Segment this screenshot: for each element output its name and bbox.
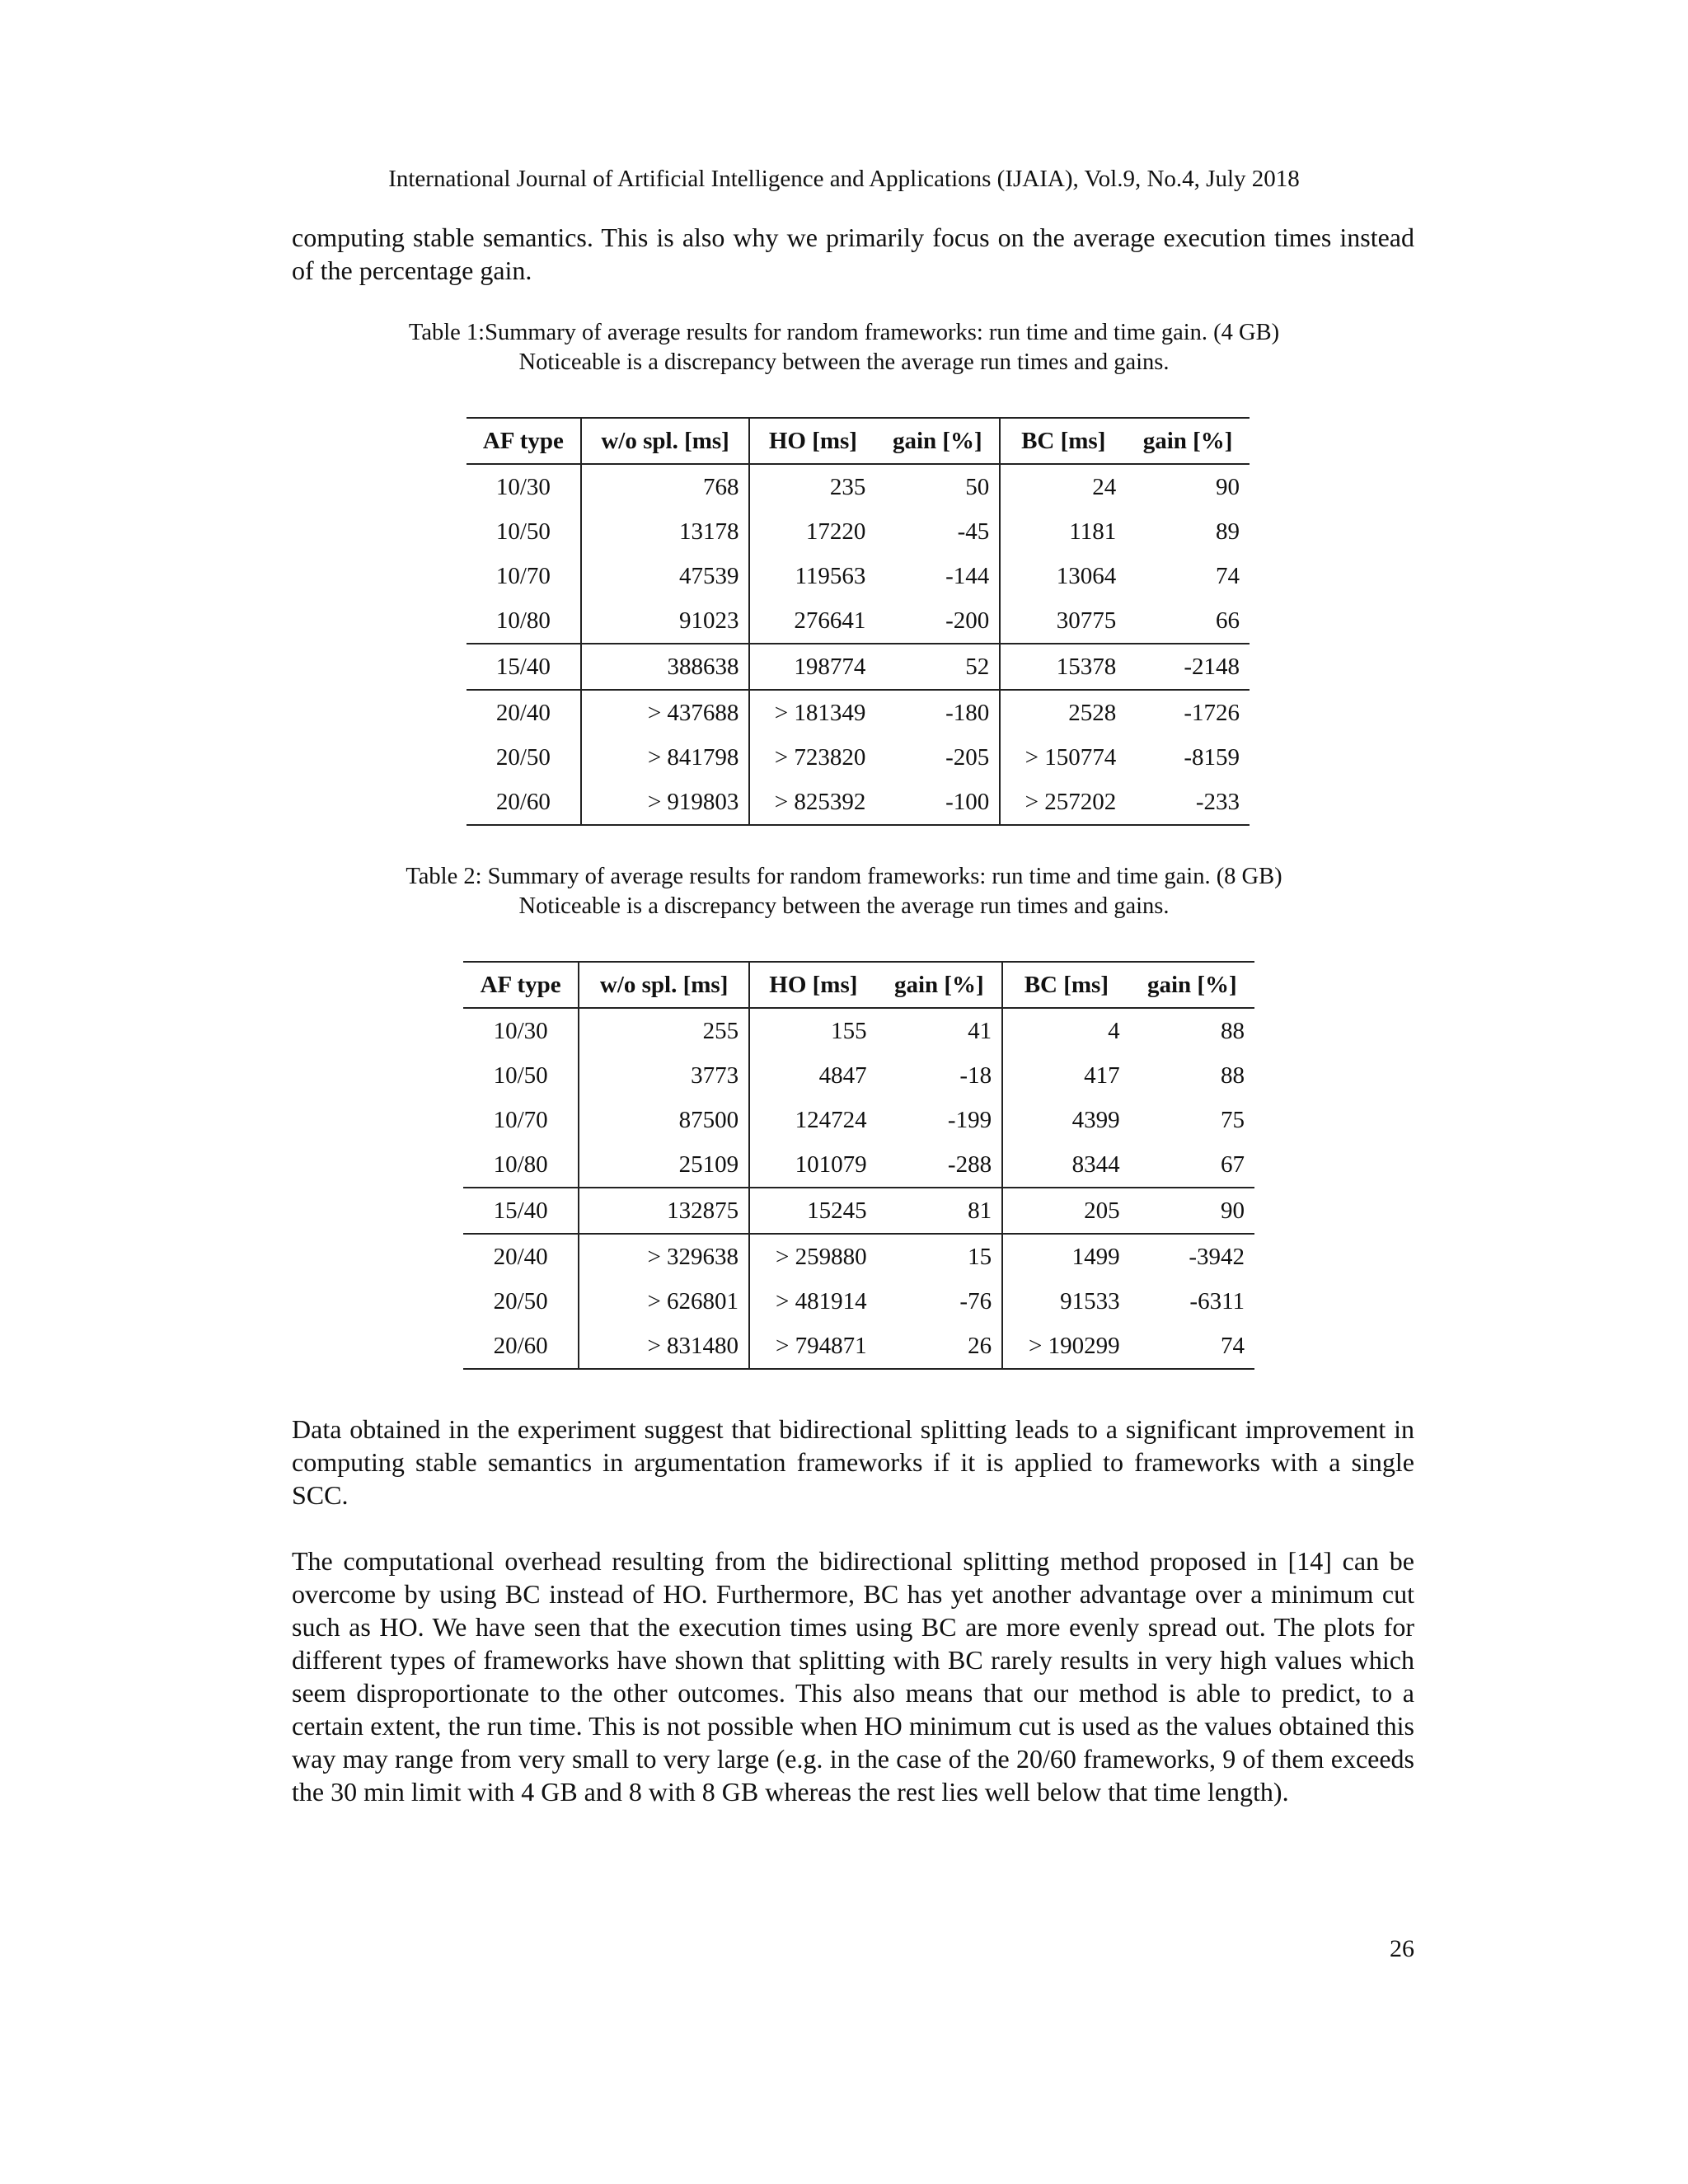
cell-af-type: 10/30 bbox=[467, 464, 581, 509]
cell-bc-gain: 67 bbox=[1221, 1151, 1245, 1178]
table-row bbox=[467, 735, 1250, 780]
cell-bc-ms: 91533 bbox=[1060, 1287, 1120, 1315]
cell-bc-gain: -1726 bbox=[1126, 690, 1250, 735]
column-header-ho-ms: HO [ms] bbox=[749, 418, 875, 464]
cell-af-type: 10/50 bbox=[467, 509, 581, 554]
cell-ho-gain: -199 bbox=[877, 1098, 1002, 1142]
header-row bbox=[463, 962, 1254, 1008]
cell-bc-ms: 4 bbox=[1108, 1017, 1120, 1044]
cell-without-split: 47539 bbox=[581, 554, 750, 598]
cell-bc-ms: 13064 bbox=[1056, 562, 1117, 589]
cell-af-type: 20/40 bbox=[467, 690, 581, 735]
cell-bc-ms: 205 bbox=[1002, 1188, 1130, 1234]
cell-af-type: 15/40 bbox=[463, 1188, 579, 1234]
cell-ho-gain: -100 bbox=[875, 780, 1000, 825]
cell-af-type: 10/70 bbox=[463, 1098, 579, 1142]
cell-ho-ms: 276641 bbox=[794, 607, 866, 634]
cell-bc-ms: 24 bbox=[1092, 473, 1117, 500]
cell-ho-gain: 81 bbox=[877, 1188, 1002, 1234]
column-header-bc-ms: BC [ms] bbox=[1002, 962, 1130, 1008]
cell-af-type: 15/40 bbox=[467, 644, 581, 690]
cell-bc-gain: 89 bbox=[1216, 518, 1240, 545]
column-header-ho-gain: gain [%] bbox=[875, 418, 1000, 464]
table1 bbox=[467, 417, 1250, 826]
table1-caption bbox=[247, 318, 1441, 377]
cell-without-split: 255 bbox=[579, 1008, 749, 1053]
cell-ho-ms: > 794871 bbox=[776, 1332, 867, 1359]
cell-without-split: > 831480 bbox=[579, 1324, 749, 1369]
cell-bc-gain: 90 bbox=[1216, 473, 1240, 500]
table-row bbox=[463, 1008, 1254, 1053]
column-header-af-type: AF type bbox=[463, 962, 579, 1008]
cell-bc-gain: 90 bbox=[1130, 1188, 1254, 1234]
cell-ho-ms: > 481914 bbox=[776, 1287, 867, 1315]
table-row bbox=[463, 1188, 1254, 1234]
page-number: 26 bbox=[1390, 1935, 1414, 1962]
journal-header: International Journal of Artificial Intelligence and Applications (IJAIA), Vol.9, No.4, July 2018 bbox=[388, 166, 1300, 192]
column-header-af-type: AF type bbox=[467, 418, 581, 464]
column-header-ho-gain: gain [%] bbox=[877, 962, 1002, 1008]
cell-ho-gain: 15 bbox=[877, 1234, 1002, 1279]
cell-ho-gain: -76 bbox=[877, 1279, 1002, 1324]
cell-af-type: 20/60 bbox=[463, 1324, 579, 1369]
table1-caption-line1: Table 1:Summary of average results for random frameworks: run time and time gain. (4 GB) bbox=[408, 320, 1280, 345]
cell-bc-gain: 74 bbox=[1216, 562, 1240, 589]
table-row bbox=[463, 1279, 1254, 1324]
cell-ho-ms: 198774 bbox=[749, 644, 875, 690]
cell-without-split: 13178 bbox=[581, 509, 750, 554]
table-row bbox=[467, 780, 1250, 825]
cell-bc-gain: -8159 bbox=[1184, 743, 1240, 771]
cell-af-type: 10/70 bbox=[467, 554, 581, 598]
cell-bc-ms: > 257202 bbox=[1025, 788, 1117, 815]
table2 bbox=[463, 961, 1254, 1370]
cell-bc-ms: 1181 bbox=[1069, 518, 1117, 545]
table-row bbox=[467, 598, 1250, 644]
cell-without-split: 91023 bbox=[581, 598, 750, 644]
cell-af-type: 20/40 bbox=[463, 1234, 579, 1279]
cell-ho-gain: 41 bbox=[877, 1008, 1002, 1053]
cell-bc-ms: 15378 bbox=[1000, 644, 1126, 690]
column-header-without-split: w/o spl. [ms] bbox=[579, 962, 749, 1008]
cell-ho-ms: 155 bbox=[831, 1017, 867, 1044]
cell-ho-gain: -180 bbox=[875, 690, 1000, 735]
cell-bc-gain: 88 bbox=[1221, 1062, 1245, 1089]
cell-ho-ms: 235 bbox=[829, 473, 866, 500]
cell-ho-gain: -200 bbox=[875, 598, 1000, 644]
cell-ho-gain: -144 bbox=[875, 554, 1000, 598]
cell-af-type: 10/50 bbox=[463, 1053, 579, 1098]
cell-bc-gain: -233 bbox=[1195, 788, 1240, 815]
cell-bc-gain: -3942 bbox=[1130, 1234, 1254, 1279]
paragraph-3: The computational overhead resulting from the bidirectional splitting method proposed in [14] can be overcome by using BC instead of HO. Furthermore, BC has yet another advantage over a minimum cut such as HO. We have seen that the execution times using BC are more evenly spread out. The plots for different types of frameworks have shown that splitting with BC rarely results in very high values which seem disproportionate to the other outcomes. This also means that our method is able to predict, to a certain extent, the run time. This is not possible when HO minimum cut is used as the values obtained this way may range from very small to very large (e.g. in the case of the 20/60 frameworks, 9 of them exceeds the 30 min limit with 4 GB and 8 with 8 GB whereas the rest lies well below that time length). bbox=[292, 1546, 1414, 1807]
cell-ho-gain: -45 bbox=[875, 509, 1000, 554]
table-row bbox=[467, 464, 1250, 509]
cell-without-split: > 841798 bbox=[581, 735, 750, 780]
cell-bc-gain: -6311 bbox=[1189, 1287, 1245, 1315]
table-row bbox=[463, 1098, 1254, 1142]
paragraph-2: Data obtained in the experiment suggest that bidirectional splitting leads to a significant improvement in computing stable semantics in argumentation frameworks if it is applied to frameworks with a single SCC. bbox=[292, 1414, 1414, 1510]
cell-bc-ms: 8344 bbox=[1071, 1151, 1120, 1178]
cell-without-split: > 626801 bbox=[579, 1279, 749, 1324]
cell-bc-gain: 88 bbox=[1221, 1017, 1245, 1044]
cell-ho-gain: 26 bbox=[877, 1324, 1002, 1369]
intro-paragraph: computing stable semantics. This is also why we primarily focus on the average execution times instead of the percentage gain. bbox=[292, 223, 1414, 285]
cell-without-split: 388638 bbox=[581, 644, 750, 690]
cell-ho-ms: 101079 bbox=[795, 1151, 867, 1178]
cell-af-type: 10/80 bbox=[467, 598, 581, 644]
cell-bc-ms: 417 bbox=[1084, 1062, 1120, 1089]
table-row bbox=[467, 690, 1250, 735]
cell-without-split: 132875 bbox=[579, 1188, 749, 1234]
cell-ho-ms: 17220 bbox=[805, 518, 866, 545]
column-header-ho-ms: HO [ms] bbox=[749, 962, 877, 1008]
cell-bc-ms: 4399 bbox=[1071, 1106, 1120, 1133]
cell-bc-ms: > 150774 bbox=[1025, 743, 1117, 771]
column-header-without-split: w/o spl. [ms] bbox=[581, 418, 750, 464]
cell-af-type: 20/50 bbox=[463, 1279, 579, 1324]
cell-ho-ms: > 181349 bbox=[749, 690, 875, 735]
cell-af-type: 10/30 bbox=[463, 1008, 579, 1053]
cell-without-split: 25109 bbox=[579, 1142, 749, 1188]
table-row bbox=[467, 509, 1250, 554]
table2-caption-line2: Noticeable is a discrepancy between the average run times and gains. bbox=[518, 893, 1170, 919]
cell-ho-gain: -205 bbox=[875, 735, 1000, 780]
cell-ho-ms: 124724 bbox=[795, 1106, 867, 1133]
table1-caption-line2: Noticeable is a discrepancy between the average run times and gains. bbox=[518, 349, 1170, 375]
cell-ho-gain: -18 bbox=[877, 1053, 1002, 1098]
cell-ho-ms: 119563 bbox=[795, 562, 866, 589]
cell-af-type: 10/80 bbox=[463, 1142, 579, 1188]
cell-bc-ms: > 190299 bbox=[1029, 1332, 1120, 1359]
cell-bc-gain: 75 bbox=[1221, 1106, 1245, 1133]
cell-af-type: 20/50 bbox=[467, 735, 581, 780]
cell-ho-ms: 15245 bbox=[749, 1188, 877, 1234]
cell-without-split: > 919803 bbox=[581, 780, 750, 825]
cell-without-split: > 437688 bbox=[581, 690, 750, 735]
table2-caption-line1: Table 2: Summary of average results for random frameworks: run time and time gain. (8 GB) bbox=[406, 864, 1282, 889]
cell-ho-ms: 4847 bbox=[818, 1062, 867, 1089]
table-row bbox=[467, 644, 1250, 690]
cell-bc-ms: 2528 bbox=[1000, 690, 1126, 735]
column-header-bc-gain: gain [%] bbox=[1130, 962, 1254, 1008]
table2-caption bbox=[247, 862, 1441, 921]
column-header-bc-ms: BC [ms] bbox=[1000, 418, 1126, 464]
cell-without-split: > 329638 bbox=[579, 1234, 749, 1279]
cell-ho-ms: > 723820 bbox=[774, 743, 866, 771]
cell-ho-gain: 52 bbox=[875, 644, 1000, 690]
cell-bc-gain: -2148 bbox=[1126, 644, 1250, 690]
cell-af-type: 20/60 bbox=[467, 780, 581, 825]
header-row bbox=[467, 418, 1250, 464]
table-row bbox=[463, 1142, 1254, 1188]
column-header-bc-gain: gain [%] bbox=[1126, 418, 1250, 464]
table-row bbox=[463, 1234, 1254, 1279]
cell-without-split: 768 bbox=[581, 464, 750, 509]
cell-ho-ms: > 825392 bbox=[774, 788, 866, 815]
cell-bc-gain: 66 bbox=[1216, 607, 1240, 634]
cell-bc-gain: 74 bbox=[1221, 1332, 1245, 1359]
cell-without-split: 3773 bbox=[579, 1053, 749, 1098]
cell-bc-ms: 1499 bbox=[1002, 1234, 1130, 1279]
cell-bc-ms: 30775 bbox=[1056, 607, 1117, 634]
cell-without-split: 87500 bbox=[579, 1098, 749, 1142]
table-row bbox=[463, 1324, 1254, 1369]
cell-ho-gain: 50 bbox=[875, 464, 1000, 509]
table-row bbox=[463, 1053, 1254, 1098]
cell-ho-gain: -288 bbox=[877, 1142, 1002, 1188]
table-row bbox=[467, 554, 1250, 598]
cell-ho-ms: > 259880 bbox=[749, 1234, 877, 1279]
